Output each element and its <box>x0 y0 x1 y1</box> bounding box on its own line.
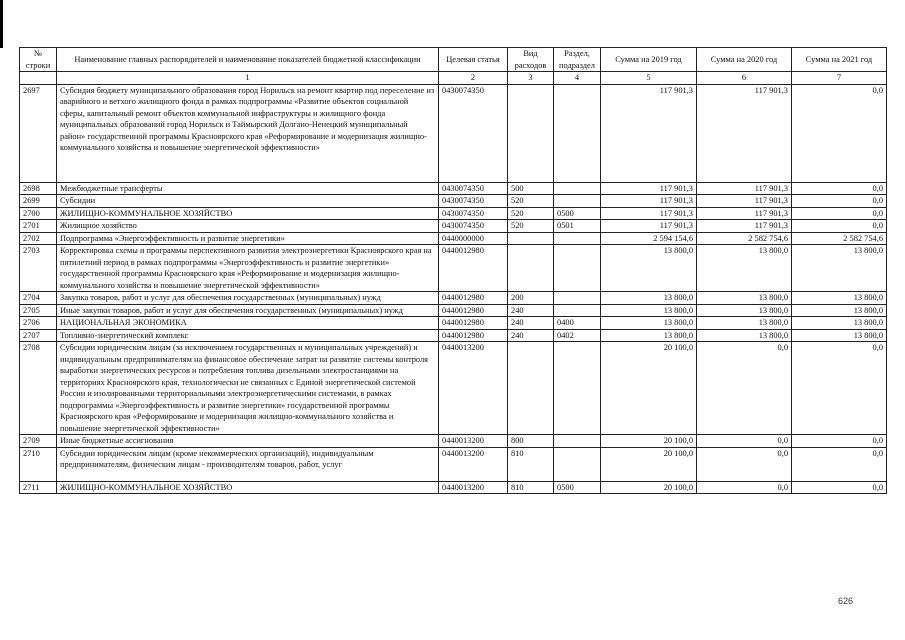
row-expense-type <box>508 342 554 435</box>
row-target-article: 0440013200 <box>439 481 508 494</box>
row-number: 2707 <box>20 329 57 342</box>
row-sum-2019: 13 800,0 <box>601 304 697 317</box>
row-expense-type: 200 <box>508 292 554 305</box>
row-target-article: 0440013200 <box>439 342 508 435</box>
row-sum-2021: 13 800,0 <box>792 292 887 305</box>
table-row <box>20 342 887 435</box>
row-section <box>554 232 601 245</box>
row-name: НАЦИОНАЛЬНАЯ ЭКОНОМИКА <box>57 317 439 330</box>
row-expense-type: 810 <box>508 481 554 494</box>
row-sum-2019: 13 800,0 <box>601 245 697 292</box>
row-number: 2698 <box>20 182 57 195</box>
row-sum-2021: 2 582 754,6 <box>792 232 887 245</box>
row-sum-2021: 0,0 <box>792 447 887 481</box>
row-target-article: 0430074350 <box>439 182 508 195</box>
row-sum-2019: 117 901,3 <box>601 207 697 220</box>
column-number: 1 <box>57 72 439 85</box>
row-name: Жилищное хозяйство <box>57 220 439 233</box>
table-row <box>20 292 887 305</box>
row-sum-2021: 0,0 <box>792 342 887 435</box>
row-target-article: 0430074350 <box>439 84 508 182</box>
row-sum-2021: 0,0 <box>792 435 887 448</box>
row-expense-type: 520 <box>508 220 554 233</box>
row-section: 0400 <box>554 317 601 330</box>
row-target-article: 0440000000 <box>439 232 508 245</box>
table-row <box>20 207 887 220</box>
row-name: Субсидия бюджету муниципального образования город Норильск на ремонт квартир под переселение из аварийного и ветхого жилищного фонда в рамках подпрограммы «Развитие объектов социальной сферы, капитальный ремонт объектов коммунальной инфраструктуры и жилищного фонда муниципальных образований город Норильск и Таймырский Долгано-Ненецкий муниципальный район» государственной программы Красноярского края «Реформирование и модернизация жилищно-коммунального хозяйства и повышение энергетической эффективности» <box>57 84 439 182</box>
row-sum-2019: 117 901,3 <box>601 84 697 182</box>
row-sum-2019: 117 901,3 <box>601 195 697 208</box>
row-sum-2019: 20 100,0 <box>601 481 697 494</box>
column-number: 2 <box>439 72 508 85</box>
row-sum-2021: 0,0 <box>792 207 887 220</box>
row-target-article: 0440012980 <box>439 245 508 292</box>
row-sum-2021: 13 800,0 <box>792 329 887 342</box>
header-sum-2021: Сумма на 2021 год <box>792 48 887 72</box>
row-sum-2021: 13 800,0 <box>792 304 887 317</box>
row-name: Иные бюджетные ассигнования <box>57 435 439 448</box>
column-number: 7 <box>792 72 887 85</box>
table-row <box>20 447 887 481</box>
row-sum-2019: 13 800,0 <box>601 317 697 330</box>
row-section <box>554 435 601 448</box>
row-sum-2020: 117 901,3 <box>697 84 792 182</box>
row-expense-type: 800 <box>508 435 554 448</box>
page-number: 626 <box>838 596 854 606</box>
table-row <box>20 245 887 292</box>
row-sum-2020: 117 901,3 <box>697 220 792 233</box>
row-name: Корректировка схемы и программы перспективного развития электроэнергетики Красноярского края на пятилетний период в рамках подпрограммы «Энергоэффективность и развитие энергетики» государственной программы Красноярского края «Реформирование и модернизация жилищно-коммунального хозяйства и повышение энергетической эффективности» <box>57 245 439 292</box>
row-number: 2708 <box>20 342 57 435</box>
row-number: 2699 <box>20 195 57 208</box>
row-number: 2710 <box>20 447 57 481</box>
row-section <box>554 84 601 182</box>
row-number: 2706 <box>20 317 57 330</box>
row-expense-type <box>508 232 554 245</box>
row-sum-2021: 13 800,0 <box>792 317 887 330</box>
row-target-article: 0440012980 <box>439 317 508 330</box>
row-sum-2020: 117 901,3 <box>697 207 792 220</box>
table-row <box>20 304 887 317</box>
row-expense-type <box>508 245 554 292</box>
row-number: 2709 <box>20 435 57 448</box>
row-sum-2019: 13 800,0 <box>601 329 697 342</box>
table-row <box>20 329 887 342</box>
row-sum-2021: 0,0 <box>792 182 887 195</box>
budget-table <box>19 47 887 494</box>
row-number: 2703 <box>20 245 57 292</box>
table-row <box>20 435 887 448</box>
row-sum-2019: 117 901,3 <box>601 182 697 195</box>
row-number: 2711 <box>20 481 57 494</box>
row-name: Межбюджетные трансферты <box>57 182 439 195</box>
row-section <box>554 342 601 435</box>
row-name: Субсидии <box>57 195 439 208</box>
row-sum-2019: 117 901,3 <box>601 220 697 233</box>
header-expense-type: Вид расходов <box>508 48 554 72</box>
row-sum-2020: 2 582 754,6 <box>697 232 792 245</box>
row-expense-type: 240 <box>508 329 554 342</box>
row-section: 0500 <box>554 207 601 220</box>
row-sum-2020: 13 800,0 <box>697 245 792 292</box>
table-row <box>20 232 887 245</box>
row-expense-type: 240 <box>508 317 554 330</box>
header-row-number: № строки <box>20 48 57 72</box>
row-sum-2020: 13 800,0 <box>697 304 792 317</box>
header-section: Раздел, подраздел <box>554 48 601 72</box>
row-sum-2021: 0,0 <box>792 195 887 208</box>
row-sum-2021: 13 800,0 <box>792 245 887 292</box>
row-target-article: 0430074350 <box>439 207 508 220</box>
row-target-article: 0440012980 <box>439 329 508 342</box>
row-number: 2705 <box>20 304 57 317</box>
row-sum-2020: 0,0 <box>697 481 792 494</box>
column-number-row <box>20 72 887 85</box>
row-expense-type: 520 <box>508 195 554 208</box>
row-name: Субсидии юридическим лицам (кроме некоммерческих организаций), индивидуальным предпринимателям, физическим лицам - производителям товаров, работ, услуг <box>57 447 439 481</box>
row-sum-2019: 20 100,0 <box>601 435 697 448</box>
header-sum-2019: Сумма на 2019 год <box>601 48 697 72</box>
row-sum-2020: 117 901,3 <box>697 195 792 208</box>
header-target-article: Целевая статья <box>439 48 508 72</box>
row-name: Иные закупки товаров, работ и услуг для обеспечения государственных (муниципальных) нужд <box>57 304 439 317</box>
row-number: 2704 <box>20 292 57 305</box>
row-section: 0402 <box>554 329 601 342</box>
row-name: Закупка товаров, работ и услуг для обеспечения государственных (муниципальных) нужд <box>57 292 439 305</box>
column-number <box>20 72 57 85</box>
row-sum-2019: 20 100,0 <box>601 447 697 481</box>
row-section <box>554 292 601 305</box>
column-number: 3 <box>508 72 554 85</box>
row-expense-type: 810 <box>508 447 554 481</box>
row-name: ЖИЛИЩНО-КОММУНАЛЬНОЕ ХОЗЯЙСТВО <box>57 481 439 494</box>
header-sum-2020: Сумма на 2020 год <box>697 48 792 72</box>
table-row <box>20 481 887 494</box>
row-target-article: 0440012980 <box>439 292 508 305</box>
row-section: 0500 <box>554 481 601 494</box>
row-sum-2020: 13 800,0 <box>697 329 792 342</box>
row-sum-2020: 13 800,0 <box>697 317 792 330</box>
table-row <box>20 84 887 182</box>
column-number: 5 <box>601 72 697 85</box>
row-target-article: 0440013200 <box>439 447 508 481</box>
table-header-row <box>20 48 887 72</box>
row-sum-2020: 0,0 <box>697 435 792 448</box>
row-target-article: 0430074350 <box>439 220 508 233</box>
row-name: Подпрограмма «Энергоэффективность и развитие энергетики» <box>57 232 439 245</box>
table-row <box>20 182 887 195</box>
row-sum-2020: 117 901,3 <box>697 182 792 195</box>
row-name: Топливно-энергетический комплекс <box>57 329 439 342</box>
row-expense-type <box>508 84 554 182</box>
row-number: 2700 <box>20 207 57 220</box>
row-sum-2021: 0,0 <box>792 220 887 233</box>
row-sum-2021: 0,0 <box>792 481 887 494</box>
row-sum-2019: 13 800,0 <box>601 292 697 305</box>
row-target-article: 0440013200 <box>439 435 508 448</box>
row-sum-2020: 13 800,0 <box>697 292 792 305</box>
row-number: 2702 <box>20 232 57 245</box>
row-section <box>554 245 601 292</box>
row-name: Субсидии юридическим лицам (за исключением государственных и муниципальных учреждений) и индивидуальным предпринимателям на финансовое обеспечение затрат на развитие системы контроля выработки энергетических ресурсов и потребления топлива дизельными электростанциями на территориях Красноярского края, технологически не связанных с Единой энергетической системой России и изолированными территориальными электроэнергетическими системами, в рамках подпрограммы «Энергоэффективность и развитие энергетики» государственной программы Красноярского края «Реформирование и модернизация жилищно-коммунального хозяйства и повышение энергетической эффективности» <box>57 342 439 435</box>
row-target-article: 0440012980 <box>439 304 508 317</box>
row-section <box>554 195 601 208</box>
row-name: ЖИЛИЩНО-КОММУНАЛЬНОЕ ХОЗЯЙСТВО <box>57 207 439 220</box>
table-row <box>20 317 887 330</box>
row-section <box>554 304 601 317</box>
table-row <box>20 195 887 208</box>
row-number: 2697 <box>20 84 57 182</box>
row-sum-2019: 20 100,0 <box>601 342 697 435</box>
row-target-article: 0430074350 <box>439 195 508 208</box>
row-section <box>554 447 601 481</box>
row-sum-2020: 0,0 <box>697 342 792 435</box>
row-number: 2701 <box>20 220 57 233</box>
row-expense-type: 520 <box>508 207 554 220</box>
row-section <box>554 182 601 195</box>
row-sum-2019: 2 594 154,6 <box>601 232 697 245</box>
left-margin-bar <box>0 0 3 48</box>
header-name: Наименование главных распорядителей и наименование показателей бюджетной классификации <box>57 48 439 72</box>
row-expense-type: 500 <box>508 182 554 195</box>
table-row <box>20 220 887 233</box>
row-sum-2020: 0,0 <box>697 447 792 481</box>
column-number: 6 <box>697 72 792 85</box>
row-section: 0501 <box>554 220 601 233</box>
column-number: 4 <box>554 72 601 85</box>
row-expense-type: 240 <box>508 304 554 317</box>
row-sum-2021: 0,0 <box>792 84 887 182</box>
